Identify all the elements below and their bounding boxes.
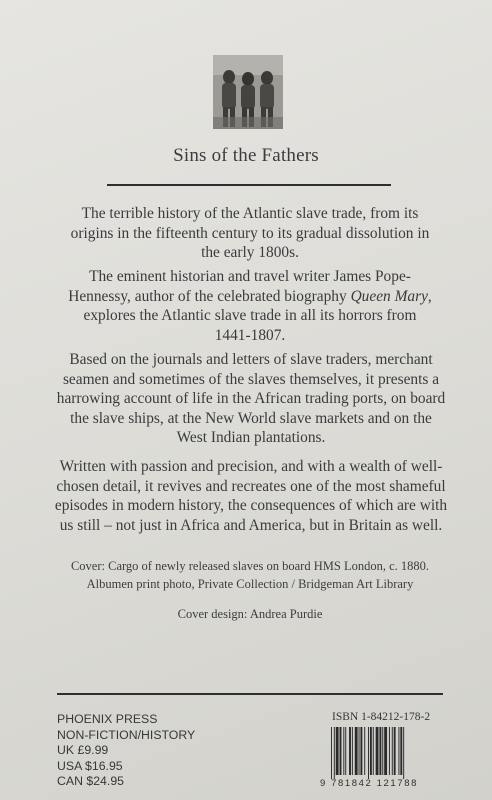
blurb-paragraph-2-lead: The eminent historian and travel writer James Pope-Hennessy, author of the celebrated biography (68, 268, 411, 305)
blurb-paragraph-2 (66, 267, 434, 345)
barcode-digits: 9 781842 121788 (320, 778, 418, 789)
blurb-paragraph-3: Based on the journals and letters of slave traders, merchant seamen and sometimes of the slaves themselves, it presents a harrowing account of life in the African trading ports, on board the slave ships, at the New World slave markets and on the West Indian plantations. (56, 351, 446, 446)
cover-credit-line-2: Albumen print photo, Private Collection / Bridgeman Art Library (86, 577, 414, 591)
blurb-paragraph-1: The terrible history of the Atlantic slave trade, from its origins in the fifteenth century to its gradual dissolution in the early 1800s. (70, 205, 430, 261)
bottom-divider (57, 693, 443, 695)
cover-photo-thumbnail (213, 55, 283, 129)
price-can: CAN $24.95 (57, 774, 124, 789)
top-divider (107, 184, 391, 186)
cover-credit-line-1: Cover: Cargo of newly released slaves on board HMS London, c. 1880. (70, 559, 430, 573)
price-usa: USA $16.95 (57, 758, 123, 773)
price-uk: UK £9.99 (57, 743, 109, 758)
barcode-image (330, 727, 441, 779)
cover-design-credit: Cover design: Andrea Purdie (177, 607, 323, 621)
blurb-paragraph-2-tail: , explores the Atlantic slave trade in all its horrors from 1441-1807. (83, 287, 432, 344)
publisher-name: PHOENIX PRESS (57, 712, 158, 726)
blurb-paragraph-4: Written with passion and precision, and with a wealth of well-chosen detail, it revives and recreates one of the most shameful episodes in modern history, the consequences of which are with us still – not just in Africa and America, but in Britain as well. (54, 458, 448, 534)
book-title: Sins of the Fathers (173, 145, 319, 166)
cover-credit (40, 557, 460, 593)
isbn-label: ISBN 1-84212-178-2 (332, 711, 431, 723)
publisher-category: NON-FICTION/HISTORY (57, 727, 196, 742)
slaves-photo-image (213, 55, 283, 129)
publisher-block (57, 712, 195, 790)
queen-mary-title: Queen Mary (350, 287, 428, 305)
